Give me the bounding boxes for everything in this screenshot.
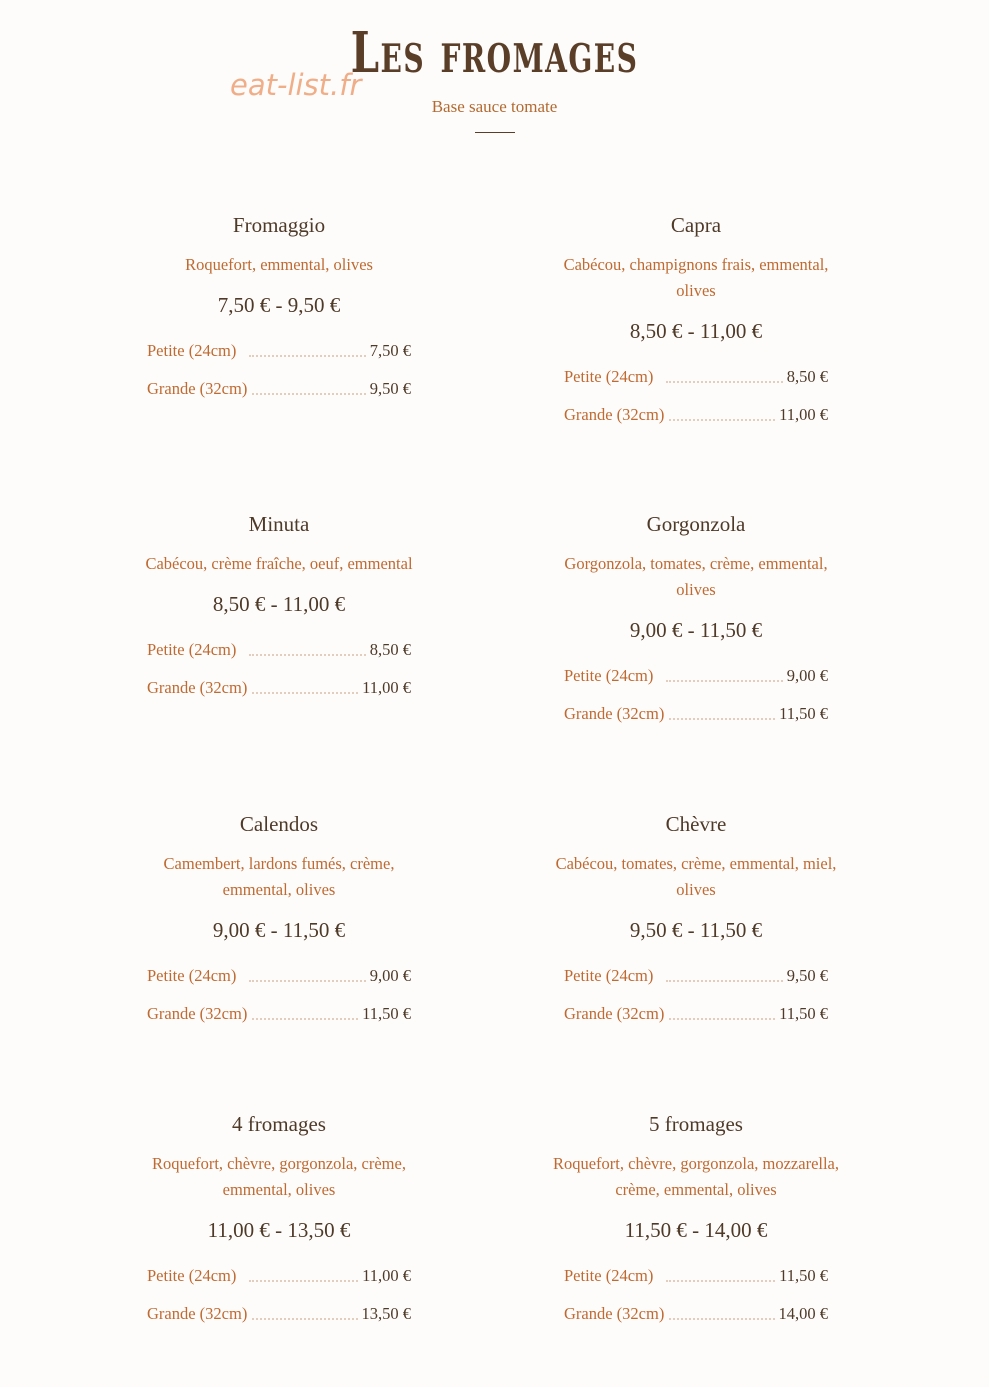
size-label: Petite (24cm) xyxy=(564,1257,657,1295)
size-row-small xyxy=(546,358,846,396)
size-row-large xyxy=(546,1295,846,1333)
size-row-large xyxy=(546,995,846,1033)
item-description: Roquefort, chèvre, gorgonzola, mozzarella, crème, emmental, olives xyxy=(552,1154,840,1199)
size-row-small xyxy=(129,631,429,669)
menu-item xyxy=(129,811,429,1033)
menu-item xyxy=(546,511,846,733)
size-row-large xyxy=(129,370,429,408)
item-price-range: 11,00 € - 13,50 € xyxy=(207,1218,351,1242)
menu-item xyxy=(129,511,429,707)
item-name: Calendos xyxy=(239,812,319,836)
size-row-small xyxy=(129,332,429,370)
size-row-small xyxy=(129,1257,429,1295)
size-price: 7,50 € xyxy=(366,332,411,370)
size-label: Petite (24cm) xyxy=(564,957,657,995)
item-price-range: 8,50 € - 11,00 € xyxy=(212,592,346,616)
size-label: Grande (32cm) xyxy=(564,396,668,434)
dot-leader xyxy=(666,680,794,682)
size-label: Petite (24cm) xyxy=(147,332,240,370)
size-price: 13,50 € xyxy=(358,1295,412,1333)
menu-item xyxy=(129,1111,429,1333)
item-name: 4 fromages xyxy=(232,1112,326,1136)
item-description: Cabécou, crème fraîche, oeuf, emmental xyxy=(145,554,413,573)
dot-leader xyxy=(249,980,377,982)
dot-leader xyxy=(666,980,794,982)
item-price-range: 11,50 € - 14,00 € xyxy=(624,1218,768,1242)
menu-item xyxy=(546,212,846,434)
item-description: Cabécou, champignons frais, emmental, olives xyxy=(563,255,829,300)
size-row-large xyxy=(129,669,429,707)
menu-item xyxy=(546,1111,846,1333)
size-label: Grande (32cm) xyxy=(147,995,251,1033)
size-label: Petite (24cm) xyxy=(147,957,240,995)
size-price: 8,50 € xyxy=(366,631,411,669)
size-price: 9,00 € xyxy=(783,657,828,695)
size-label: Grande (32cm) xyxy=(564,1295,668,1333)
item-price-range: 7,50 € - 9,50 € xyxy=(217,293,341,317)
size-price: 9,50 € xyxy=(783,957,828,995)
item-description: Gorgonzola, tomates, crème, emmental, olives xyxy=(564,554,828,599)
size-label: Petite (24cm) xyxy=(147,1257,240,1295)
item-name: Capra xyxy=(670,213,722,237)
menu-item xyxy=(546,811,846,1033)
dot-leader xyxy=(249,393,377,395)
size-label: Grande (32cm) xyxy=(147,1295,251,1333)
size-row-small xyxy=(546,1257,846,1295)
item-description: Cabécou, tomates, crème, emmental, miel, olives xyxy=(555,854,837,899)
size-price: 11,50 € xyxy=(775,1257,828,1295)
size-row-large xyxy=(546,396,846,434)
dot-leader xyxy=(666,381,794,383)
item-description: Roquefort, emmental, olives xyxy=(185,255,373,274)
item-name: Gorgonzola xyxy=(646,512,746,536)
size-price: 14,00 € xyxy=(775,1295,829,1333)
size-row-small xyxy=(546,957,846,995)
size-label: Petite (24cm) xyxy=(564,657,657,695)
item-price-range: 9,00 € - 11,50 € xyxy=(212,918,346,942)
size-price: 9,00 € xyxy=(366,957,411,995)
size-price: 11,00 € xyxy=(358,1257,411,1295)
item-name: Chèvre xyxy=(665,812,727,836)
size-row-small xyxy=(546,657,846,695)
size-row-large xyxy=(129,995,429,1033)
size-price: 8,50 € xyxy=(783,358,828,396)
item-name: 5 fromages xyxy=(649,1112,743,1136)
dot-leader xyxy=(249,355,377,357)
item-description: Roquefort, chèvre, gorgonzola, crème, emmental, olives xyxy=(152,1154,406,1199)
page-title: Les fromages xyxy=(350,20,639,86)
size-label: Grande (32cm) xyxy=(147,669,251,707)
size-price: 11,50 € xyxy=(775,695,828,733)
size-price: 11,00 € xyxy=(358,669,411,707)
size-label: Petite (24cm) xyxy=(147,631,240,669)
item-name: Fromaggio xyxy=(232,213,326,237)
item-name: Minuta xyxy=(248,512,310,536)
menu-item xyxy=(129,212,429,408)
size-price: 11,50 € xyxy=(775,995,828,1033)
dot-leader xyxy=(249,654,377,656)
item-price-range: 8,50 € - 11,00 € xyxy=(629,319,763,343)
size-row-small xyxy=(129,957,429,995)
item-price-range: 9,00 € - 11,50 € xyxy=(629,618,763,642)
size-label: Petite (24cm) xyxy=(564,358,657,396)
size-price: 11,00 € xyxy=(775,396,828,434)
size-label: Grande (32cm) xyxy=(147,370,251,408)
size-row-large xyxy=(129,1295,429,1333)
watermark: eat-list.fr xyxy=(230,68,362,102)
page-subtitle: Base sauce tomate xyxy=(431,97,558,116)
size-price: 9,50 € xyxy=(366,370,411,408)
size-label: Grande (32cm) xyxy=(564,995,668,1033)
size-price: 11,50 € xyxy=(358,995,411,1033)
size-row-large xyxy=(546,695,846,733)
item-price-range: 9,50 € - 11,50 € xyxy=(629,918,763,942)
title-divider xyxy=(475,132,515,133)
size-label: Grande (32cm) xyxy=(564,695,668,733)
item-description: Camembert, lardons fumés, crème, emmental, olives xyxy=(163,854,395,899)
